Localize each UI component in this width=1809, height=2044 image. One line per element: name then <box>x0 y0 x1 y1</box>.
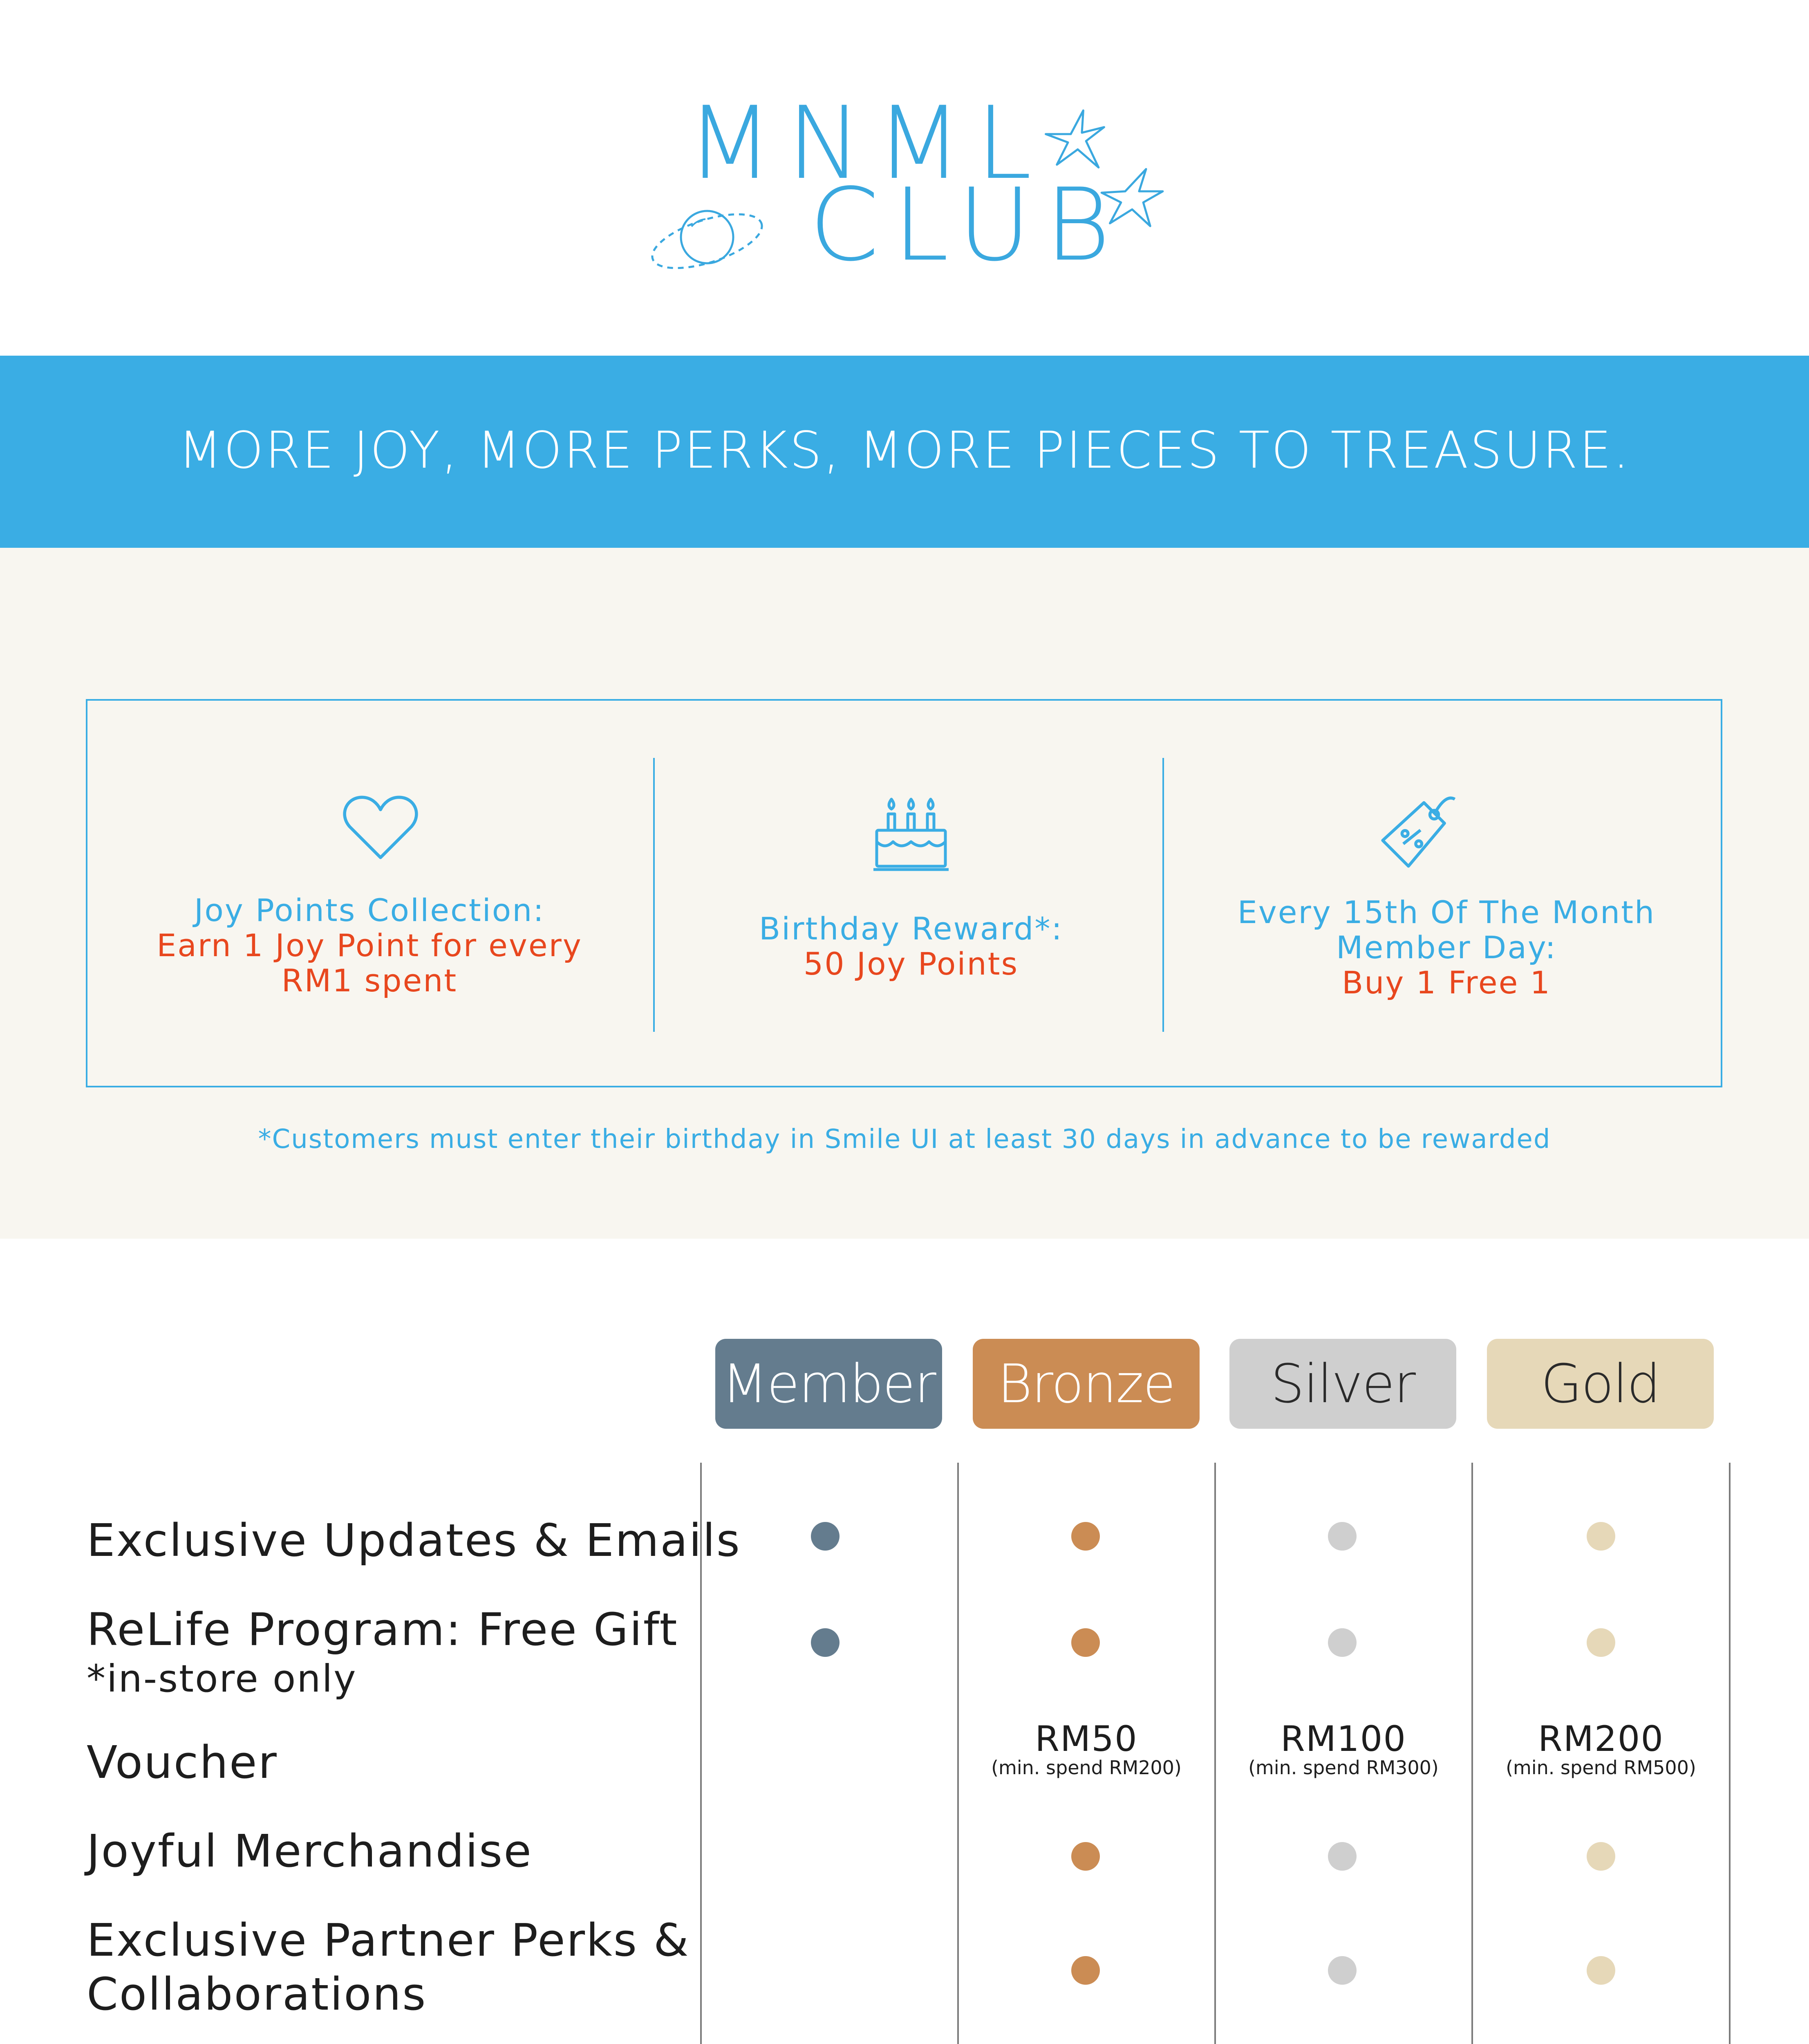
voucher-bronze-amount: RM50 <box>1035 1719 1138 1759</box>
included-dot <box>1587 1628 1615 1657</box>
tier-member: Member <box>715 1339 942 1429</box>
included-dot <box>1071 1628 1100 1657</box>
voucher-silver-amount: RM100 <box>1280 1719 1407 1759</box>
row-label-partner-perks <box>87 1913 690 2021</box>
column-divider <box>1729 1463 1731 2044</box>
tier-gold: Gold <box>1487 1339 1714 1429</box>
included-dot <box>1587 1522 1615 1551</box>
benefit-detail: Buy 1 Free 1 <box>1342 964 1551 1001</box>
benefit-birthday <box>660 911 1162 982</box>
benefit-detail: 50 Joy Points <box>803 946 1019 982</box>
row-label-joyful-merchandise: Joyful Merchandise <box>87 1825 533 1877</box>
row-label-voucher: Voucher <box>87 1736 278 1788</box>
birthday-cake-icon <box>870 793 952 874</box>
price-tag-icon <box>1374 791 1460 876</box>
voucher-gold-amount: RM200 <box>1538 1719 1664 1759</box>
row-label-relife-program <box>87 1602 678 1701</box>
row-label-text: Collaborations <box>87 1968 427 2020</box>
included-dot <box>811 1522 840 1551</box>
row-sublabel: *in-store only <box>87 1657 357 1701</box>
included-dot <box>1071 1956 1100 1985</box>
birthday-footnote: *Customers must enter their birthday in Smile UI at least 30 days in advance to be rewarded <box>258 1124 1551 1154</box>
logo-line-1: MNML <box>687 85 1046 202</box>
included-dot <box>1587 1842 1615 1871</box>
column-divider <box>957 1463 959 2044</box>
included-dot <box>1328 1956 1357 1985</box>
column-divider <box>1214 1463 1216 2044</box>
star-icon <box>1095 164 1169 233</box>
tier-silver: Silver <box>1229 1339 1456 1429</box>
benefits-panel <box>86 699 1722 1087</box>
included-dot <box>811 1628 840 1657</box>
benefit-title: Birthday Reward*: <box>759 910 1063 947</box>
planet-icon <box>646 196 768 282</box>
included-dot <box>1071 1522 1100 1551</box>
included-dot <box>1587 1956 1615 1985</box>
column-divider <box>1471 1463 1473 2044</box>
benefit-detail: RM1 spent <box>281 962 458 999</box>
voucher-gold-min: (min. spend RM500) <box>1506 1757 1696 1779</box>
tagline: MORE JOY, MORE PERKS, MORE PIECES TO TREASURE. <box>178 421 1631 480</box>
mnml-club-logo <box>646 85 1169 286</box>
included-dot <box>1328 1842 1357 1871</box>
benefit-joy-points <box>128 893 611 998</box>
included-dot <box>1328 1628 1357 1657</box>
row-label-exclusive-updates: Exclusive Updates & Emails <box>87 1514 741 1567</box>
row-label-text: Exclusive Partner Perks & <box>87 1914 690 1966</box>
included-dot <box>1071 1842 1100 1871</box>
benefit-title: Joy Points Collection: <box>194 892 545 928</box>
benefit-title: Every 15th Of The Month <box>1237 894 1656 930</box>
benefit-detail: Earn 1 Joy Point for every <box>157 927 582 964</box>
row-label-text: ReLife Program: Free Gift <box>87 1603 678 1656</box>
divider <box>1162 758 1164 1032</box>
voucher-bronze-min: (min. spend RM200) <box>991 1757 1182 1779</box>
tier-bronze: Bronze <box>973 1339 1200 1429</box>
tagline-banner <box>0 356 1809 548</box>
benefits-section <box>0 548 1809 1239</box>
heart-icon <box>342 793 419 862</box>
logo-line-2: CLUB <box>809 167 1125 283</box>
benefit-member-day <box>1171 895 1722 1000</box>
included-dot <box>1328 1522 1357 1551</box>
benefit-title: Member Day: <box>1336 929 1557 966</box>
divider <box>653 758 655 1032</box>
voucher-silver-min: (min. spend RM300) <box>1248 1757 1439 1779</box>
